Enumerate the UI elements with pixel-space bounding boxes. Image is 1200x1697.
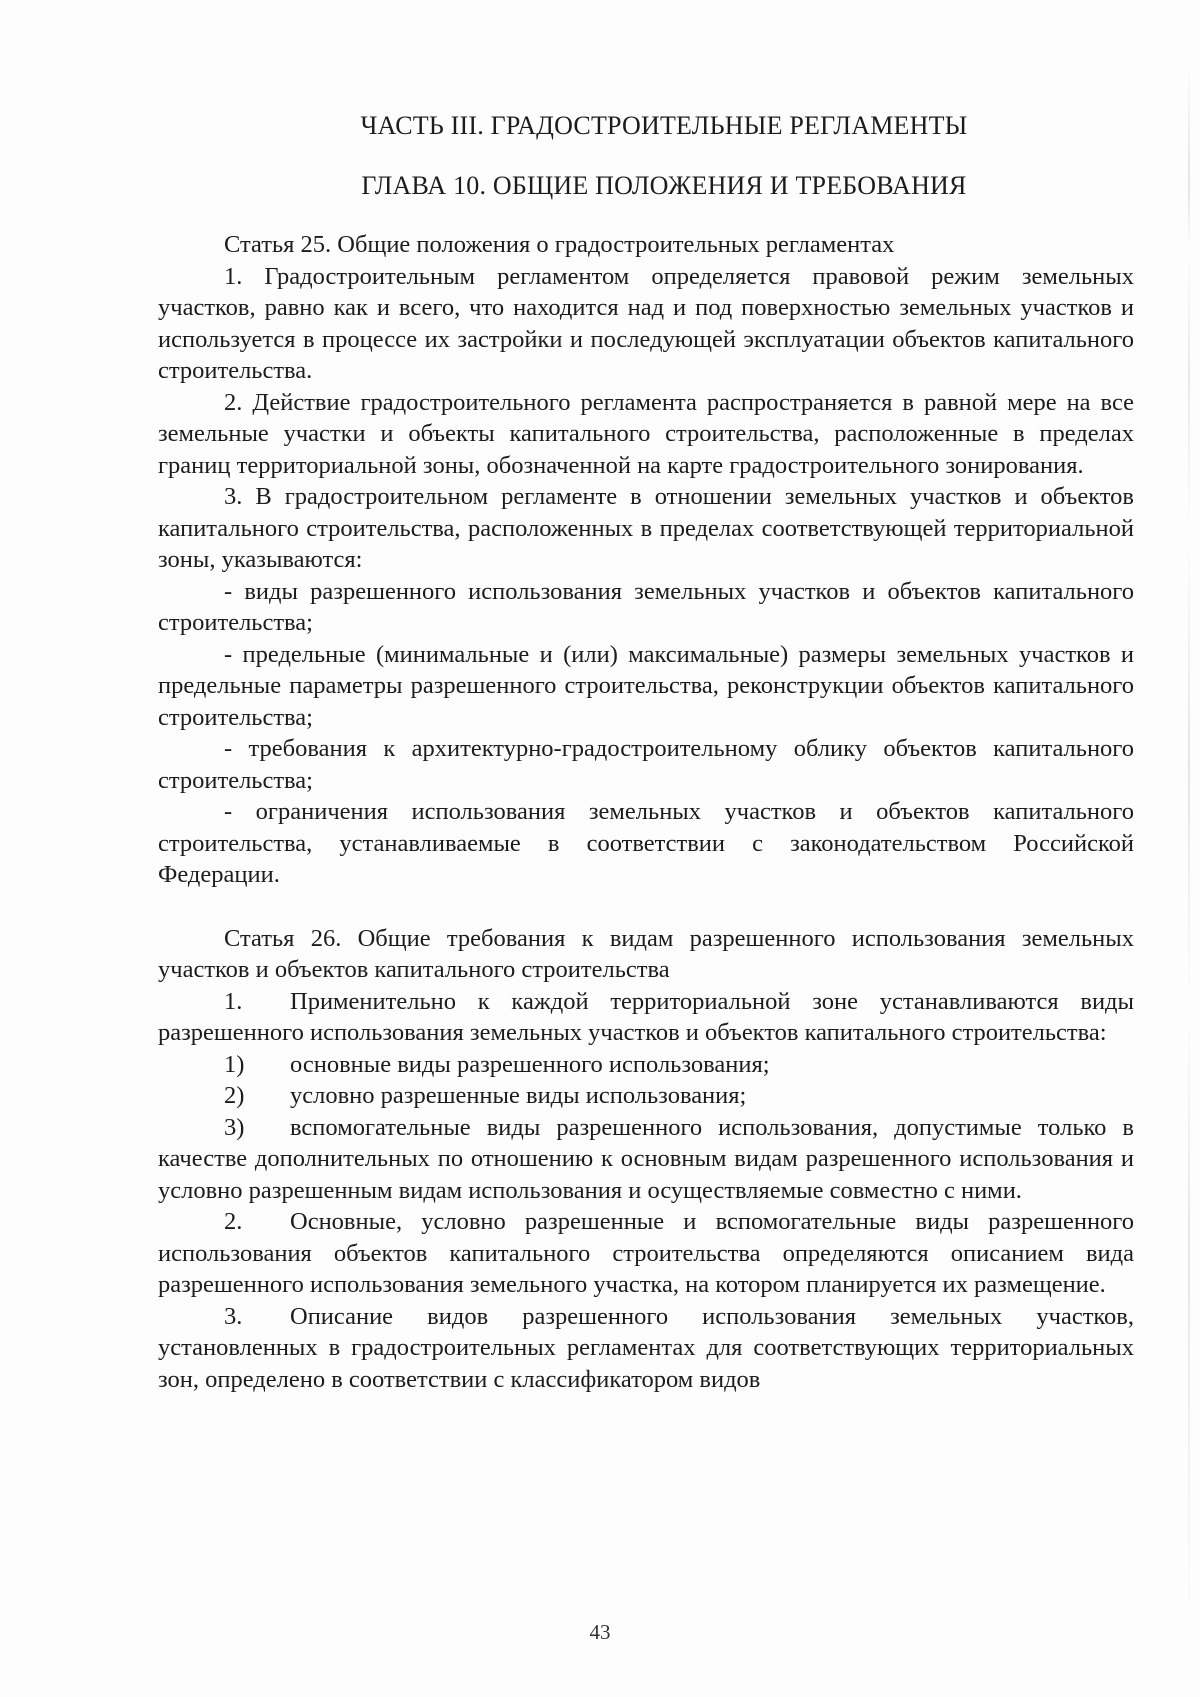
article-26-title: Статья 26. Общие требования к видам разрешенного использования земельных участков и объектов капитального строительства: [158, 924, 1134, 983]
article-25-list-item-2: - предельные (минимальные и (или) максимальные) размеры земельных участков и предельные параметры разрешенного строительства, реконструкции объектов капитального строительства;: [158, 640, 1134, 731]
item-text: Применительно к каждой территориальной зоне устанавливаются виды разрешенного использования земельных участков и объектов капитального строительства:: [158, 987, 1134, 1046]
article-25-title: Статья 25. Общие положения о градостроительных регламентах: [224, 231, 895, 258]
article-25-list-item-4: - ограничения использования земельных участков и объектов капитального строительства, устанавливаемые в соответствии с законодательством Российской Федерации.: [158, 798, 1134, 888]
item-text: Описание видов разрешенного использования земельных участков, установленных в градостроительных регламентах для соответствующих территориальных зон, определено в соответствии с классификатором видов: [158, 1302, 1134, 1393]
subitem-number: 3): [224, 1113, 245, 1141]
article-25-paragraph-1: 1. Градостроительным регламентом определяется правовой режим земельных участков, равно как и всего, что находится над и под поверхностью земельных участков и используется в процессе их застройки и последующей эксплуатации объектов капитального строительства.: [158, 262, 1134, 384]
article-25-list-item-1: - виды разрешенного использования земельных участков и объектов капитального строительства;: [158, 577, 1134, 636]
item-number: 3.: [224, 1302, 243, 1330]
item-text: Основные, условно разрешенные и вспомогательные виды разрешенного использования объектов капитального строительства определяются описанием вида разрешенного использования земельного участка, на котором планируется их размещение.: [158, 1208, 1134, 1298]
article-26-subitem-1: [158, 1049, 1134, 1081]
scan-edge-artifact: [1188, 60, 1190, 1640]
subitem-number: 1): [224, 1050, 245, 1078]
article-26-subitem-3: [158, 1112, 1134, 1207]
subitem-text: основные виды разрешенного использования;: [290, 1050, 770, 1078]
article-26-item-1: [158, 986, 1134, 1049]
article-25-paragraph-2: 2. Действие градостроительного регламента распространяется в равной мере на все земельные участки и объекты капитального строительства, расположенные в пределах границ территориальной зоны, обозначенной на карте градостроительного зонирования.: [158, 388, 1134, 479]
item-number: 2.: [224, 1208, 243, 1235]
article-26-subitem-2: [158, 1080, 1134, 1112]
subitem-text: вспомогательные виды разрешенного использования, допустимые только в качестве дополнительных по отношению к основным видам разрешенного использования и условно разрешенным видам использования и осуществляемые совместно с ними.: [158, 1113, 1134, 1204]
item-number: 1.: [224, 987, 243, 1015]
subitem-number: 2): [224, 1082, 245, 1109]
article-26-item-3: [158, 1301, 1134, 1396]
page-content: [158, 110, 1134, 1395]
part-title: ЧАСТЬ III. ГРАДОСТРОИТЕЛЬНЫЕ РЕГЛАМЕНТЫ: [360, 111, 968, 140]
article-25-list-item-3: - требования к архитектурно-градостроительному облику объектов капитального строительства;: [158, 735, 1134, 794]
article-25-paragraph-3: 3. В градостроительном регламенте в отношении земельных участков и объектов капитального строительства, расположенных в пределах соответствующей территориальной зоны, указываются:: [158, 483, 1134, 573]
chapter-title: ГЛАВА 10. ОБЩИЕ ПОЛОЖЕНИЯ И ТРЕБОВАНИЯ: [361, 170, 967, 200]
section-gap: [158, 891, 1134, 923]
page-number: 43: [589, 1620, 611, 1644]
subitem-text: условно разрешенные виды использования;: [290, 1082, 747, 1109]
article-26-item-2: [158, 1206, 1134, 1301]
